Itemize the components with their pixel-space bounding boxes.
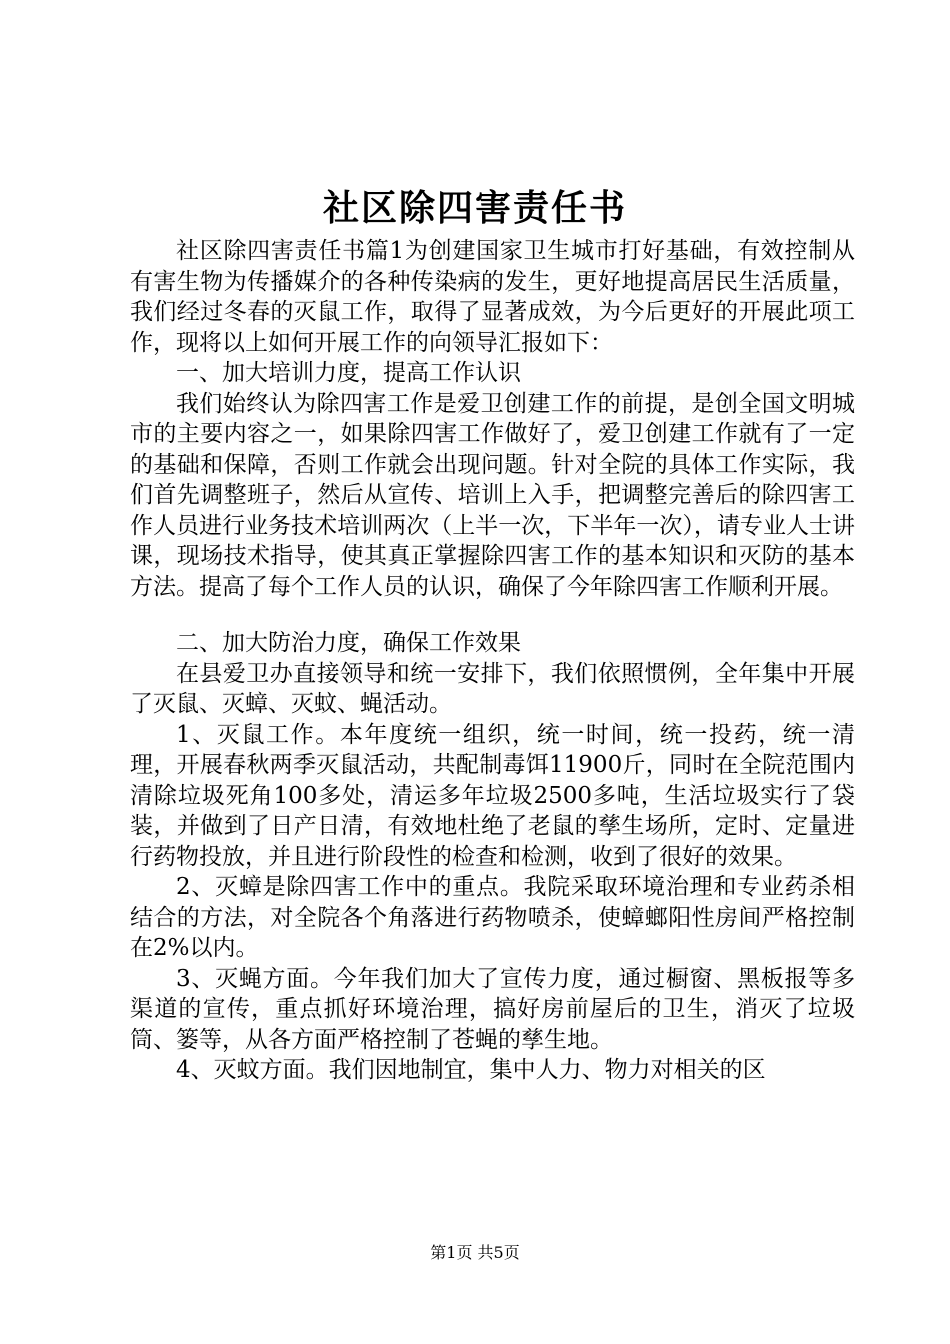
item-mosquito-control-paragraph: 4、灭蚊方面。我们因地制宜，集中人力、物力对相关的区 xyxy=(176,1057,766,1083)
page-footer: 第1页 共5页 xyxy=(430,1243,520,1262)
intro-paragraph: 社区除四害责任书篇1为创建国家卫生城市打好基础，有效控制从有害生物为传播媒介的各种传染病的发生，更好地提高居民生活质量，我们经过冬春的灭鼠工作，取得了显著成效，为今后更好的开展此项工作，现将以上如何开展工作的向领导汇报如下： xyxy=(130,238,855,356)
section-heading-2: 二、加大防治力度，确保工作效果 xyxy=(176,630,521,656)
item-fly-control-paragraph: 3、灭蝇方面。今年我们加大了宣传力度，通过橱窗、黑板报等多渠道的宣传，重点抓好环境治理，搞好房前屋后的卫生，消灭了垃圾筒、篓等，从各方面严格控制了苍蝇的孳生地。 xyxy=(130,965,855,1053)
section-1-paragraph: 我们始终认为除四害工作是爱卫创建工作的前提，是创全国文明城市的主要内容之一，如果除四害工作做好了，爱卫创建工作就有了一定的基础和保障，否则工作就会出现问题。针对全院的具体工作实际，我们首先调整班子，然后从宣传、培训上入手，把调整完善后的除四害工作人员进行业务技术培训两次（上半一次，下半年一次），请专业人士讲课，现场技术指导，使其真正掌握除四害工作的基本知识和灭防的基本方法。提高了每个工作人员的认识，确保了今年除四害工作顺利开展。 xyxy=(130,390,855,600)
section-2-intro-paragraph: 在县爱卫办直接领导和统一安排下，我们依照惯例，全年集中开展了灭鼠、灭蟑、灭蚊、蝇活动。 xyxy=(130,660,855,717)
section-heading-1: 一、加大培训力度，提高工作认识 xyxy=(176,360,521,386)
document-title: 社区除四害责任书 xyxy=(322,187,627,229)
item-rat-control-paragraph: 1、灭鼠工作。本年度统一组织，统一时间，统一投药，统一清理，开展春秋两季灭鼠活动，共配制毒饵11900斤，同时在全院范围内清除垃圾死角100多处，清运多年垃圾2500多吨，生活垃圾实行了袋装，并做到了日产日清，有效地杜绝了老鼠的孳生场所，定时、定量进行药物投放，并且进行阶段性的检查和检测，收到了很好的效果。 xyxy=(130,721,855,870)
item-cockroach-control-paragraph: 2、灭蟑是除四害工作中的重点。我院采取环境治理和专业药杀相结合的方法，对全院各个角落进行药物喷杀，使蟑螂阳性房间严格控制在2%以内。 xyxy=(130,874,855,961)
document-body xyxy=(130,236,855,1086)
